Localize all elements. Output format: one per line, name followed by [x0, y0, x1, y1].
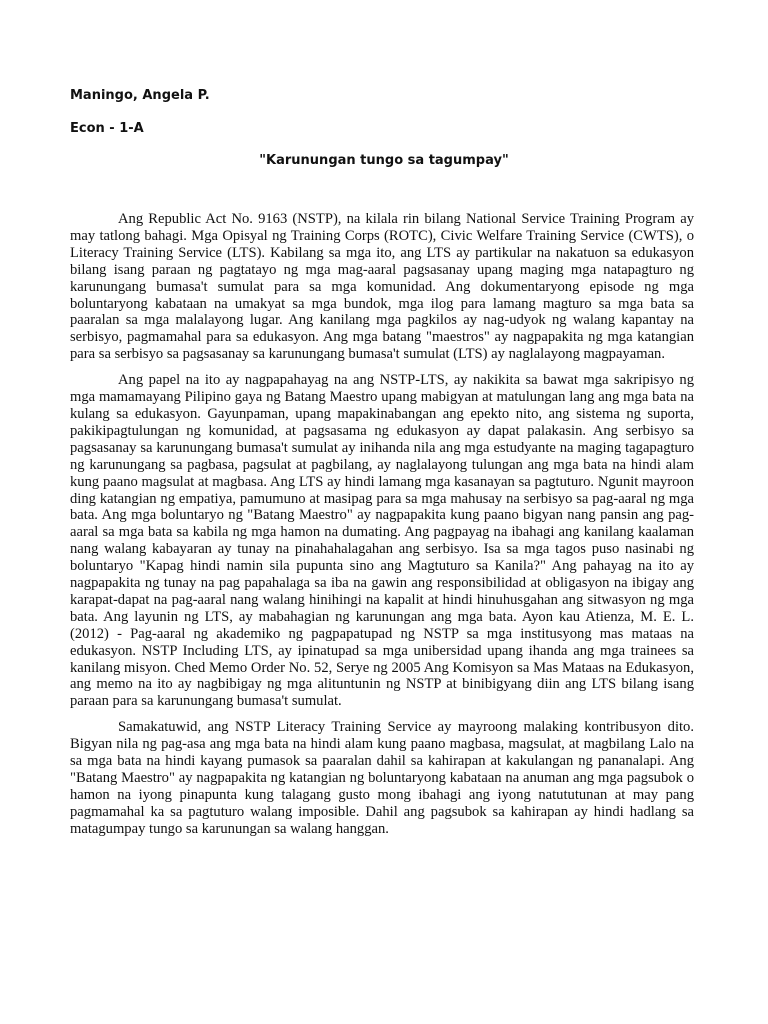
essay-paragraph-3: Samakatuwid, ang NSTP Literacy Training Service ay mayroong malaking kontribusyon dito. Bigyan nila ng pag-asa ang mga bata na hindi alam kung paano magbasa, magsulat, at magbilang Lalo na sa mga bata na hindi kayang pumasok sa paaralan dahil sa kahirapan at kakulangan ng pananalapi. Ang "Batang Maestro" ay nagpapakita ng katangian ng boluntaryong kabataan na anuman ang mga pagsubok o hamon na iyong pinapunta kung talagang gusto mong ibahagi ang iyong natututunan at may pang pagmamahal ka sa pagtuturo walang imposible. Dahil ang pagsubok sa kahirapan ay hindi hadlang sa matagumpay tungo sa karunungan sa walang hanggan. [70, 719, 694, 837]
essay-paragraph-1: Ang Republic Act No. 9163 (NSTP), na kilala rin bilang National Service Training Program ay may tatlong bahagi. Mga Opisyal ng Training Corps (ROTC), Civic Welfare Training Service (CWTS), o Literacy Training Service (LTS). Kabilang sa mga ito, ang LTS ay partikular na nakatuon sa edukasyon bilang isang paraan ng pagtatayo ng mga mag-aaral pagsasanay upang maging mga natapagturo ng karunungang bumasa't sumulat para sa mga komunidad. Ang dokumentaryong episode ng mga boluntaryong kabataan na umakyat sa mga bundok, mga ilog para lamang magturo sa mga bata sa paaralan sa mga malalayong lugar. Ang kanilang mga pagkilos ay nag-udyok ng walang kapantay na serbisyo, pagmamahal para sa edukasyon. Ang mga batang "maestros" ay nagpapakita ng mga katangian para sa serbisyo sa pagsasanay sa karunungang bumasa't sumulat (LTS) ay naglalayong magpayaman. [70, 211, 694, 363]
essay-body [70, 211, 694, 847]
essay-title: "Karunungan tungo sa tagumpay" [259, 153, 509, 168]
author-name: Maningo, Angela P. [70, 88, 210, 103]
class-section: Econ - 1-A [70, 121, 144, 136]
essay-paragraph-2: Ang papel na ito ay nagpapahayag na ang NSTP-LTS, ay nakikita sa bawat mga sakripisyo ng mga mamamayang Pilipino gaya ng Batang Maestro upang mabigyan at matulungan lang ang mga bata na kulang sa edukasyon. Gayunpaman, upang mapakinabangan ang epekto nito, ang sistema ng suporta, pakikipagtulungan ng komunidad, at pagsasama ng edukasyon ay dapat palakasin. Ang serbisyo sa pagsasanay sa karunungang bumasa't sumulat ay inihanda nila ang mga estudyante na maging tagapagturo ng karunungang sa pagbasa, pagsulat at pagbilang, ay naglalayong tulungan ang mga bata na hindi alam kung paano magsulat at magbasa. Ang LTS ay hindi lamang mga kasanayan sa pagtuturo. Ngunit mayroon ding katangian ng empatiya, pamumuno at masipag para sa mga mahusay na serbisyo sa pag-aaral ng mga bata. Ang mga boluntaryo ng "Batang Maestro" ay nagpapakita kung paano bigyan nang pansin ang pag-aaral sa mga bata sa kabila ng mga hamon na dumating. Ang pagpayag na ibahagi ang kanilang kaalaman nang walang kabayaran ay tunay na pinahahalagahan ang serbisyo. Isa sa mga tagos puso nasinabi ng boluntaryo "Kapag hindi namin sila pupunta sino ang Magtuturo sa Kanila?" Ang pahayag na ito ay nagpapakita ng tunay na pag papahalaga sa iba na gawin ang responsibilidad at obligasyon na ibigay ang karapat-dapat na pag-aaral nang walang hinihingi na kapalit at hindi hinuhusgahan ang sitwasyon ng mga bata. Ang layunin ng LTS, ay mabahagian ng karunungan ang mga bata. Ayon kau Atienza, M. E. L. (2012) - Pag-aaral ng akademiko ng pagpapatupad ng NSTP sa mga institusyong mas mataas na edukasyon. NSTP Including LTS, ay ipinatupad sa mga unibersidad upang ihanda ang mga trainees sa kanilang misyon. Ched Memo Order No. 52, Serye ng 2005 Ang Komisyon sa Mas Mataas na Edukasyon, ang memo na ito ay nagbibigay ng mga alituntunin ng NSTP at binibigyang diin ang LTS bilang isang paraan para sa karunungang bumasa't sumulat. [70, 372, 694, 710]
